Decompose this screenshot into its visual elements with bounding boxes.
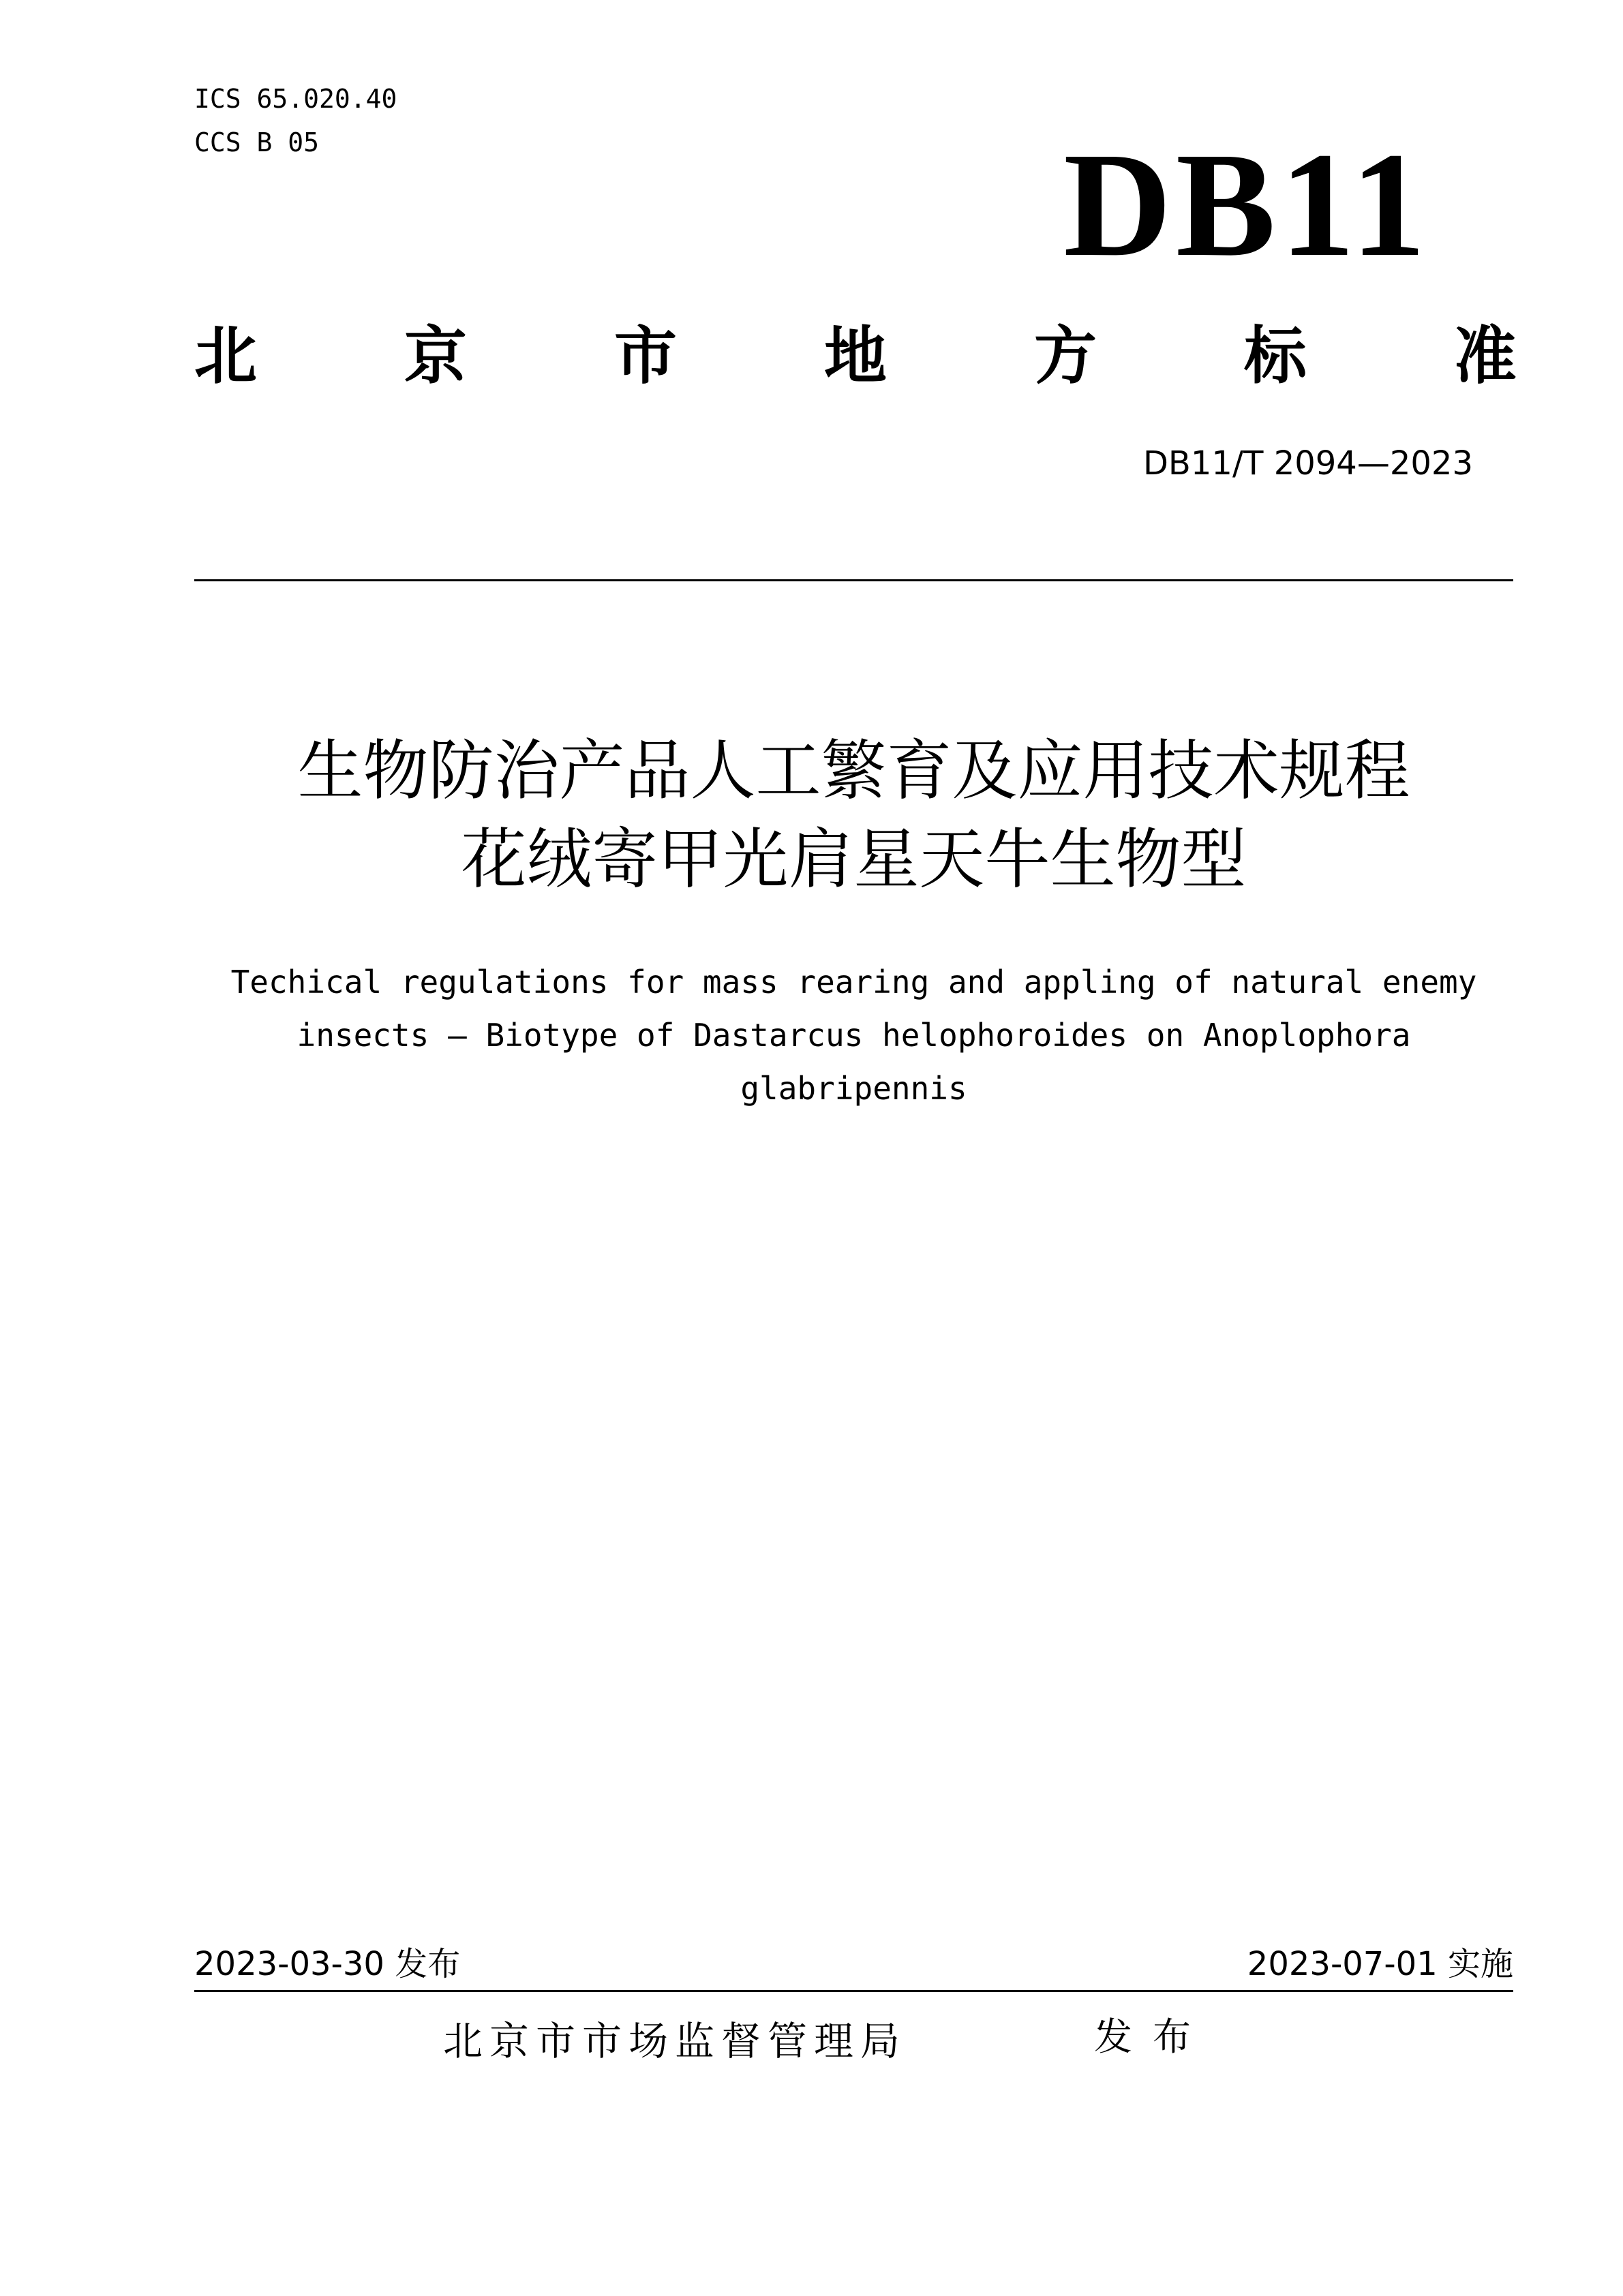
ics-code: ICS 65.020.40	[194, 84, 397, 114]
standard-type-char: 市	[613, 320, 677, 393]
ccs-code: CCS B 05	[194, 127, 320, 157]
issue-date: 2023-03-30 发布	[194, 1945, 461, 1983]
standard-type-char: 标	[1243, 320, 1307, 393]
english-title-line-2: insects — Biotype of Dastarcus helophoroides on Anoplophora	[297, 1017, 1411, 1054]
standard-type-char: 方	[1033, 320, 1097, 393]
standard-type-char: 北	[194, 320, 258, 393]
header-divider	[194, 579, 1513, 581]
standard-number: DB11/T 2094—2023	[1142, 444, 1473, 483]
standard-type-char: 地	[823, 320, 887, 393]
publish-label: 发布	[1094, 2015, 1211, 2060]
db11-logo: DB11	[1063, 121, 1430, 288]
standard-type-char: 准	[1453, 320, 1517, 393]
english-title-line-3: glabripennis	[740, 1070, 967, 1107]
footer-divider	[194, 1990, 1513, 1992]
english-title-line-1: Techical regulations for mass rearing and appling of natural enemy	[230, 964, 1477, 1000]
effective-date: 2023-07-01 实施	[1247, 1945, 1513, 1983]
standard-type-heading	[194, 319, 1517, 394]
chinese-title-line-2: 花绒寄甲光肩星天牛生物型	[461, 821, 1247, 898]
chinese-title-line-1: 生物防治产品人工繁育及应用技术规程	[297, 733, 1410, 809]
standard-type-char: 京	[404, 320, 467, 393]
publisher-name: 北京市市场监督管理局	[443, 2018, 907, 2064]
